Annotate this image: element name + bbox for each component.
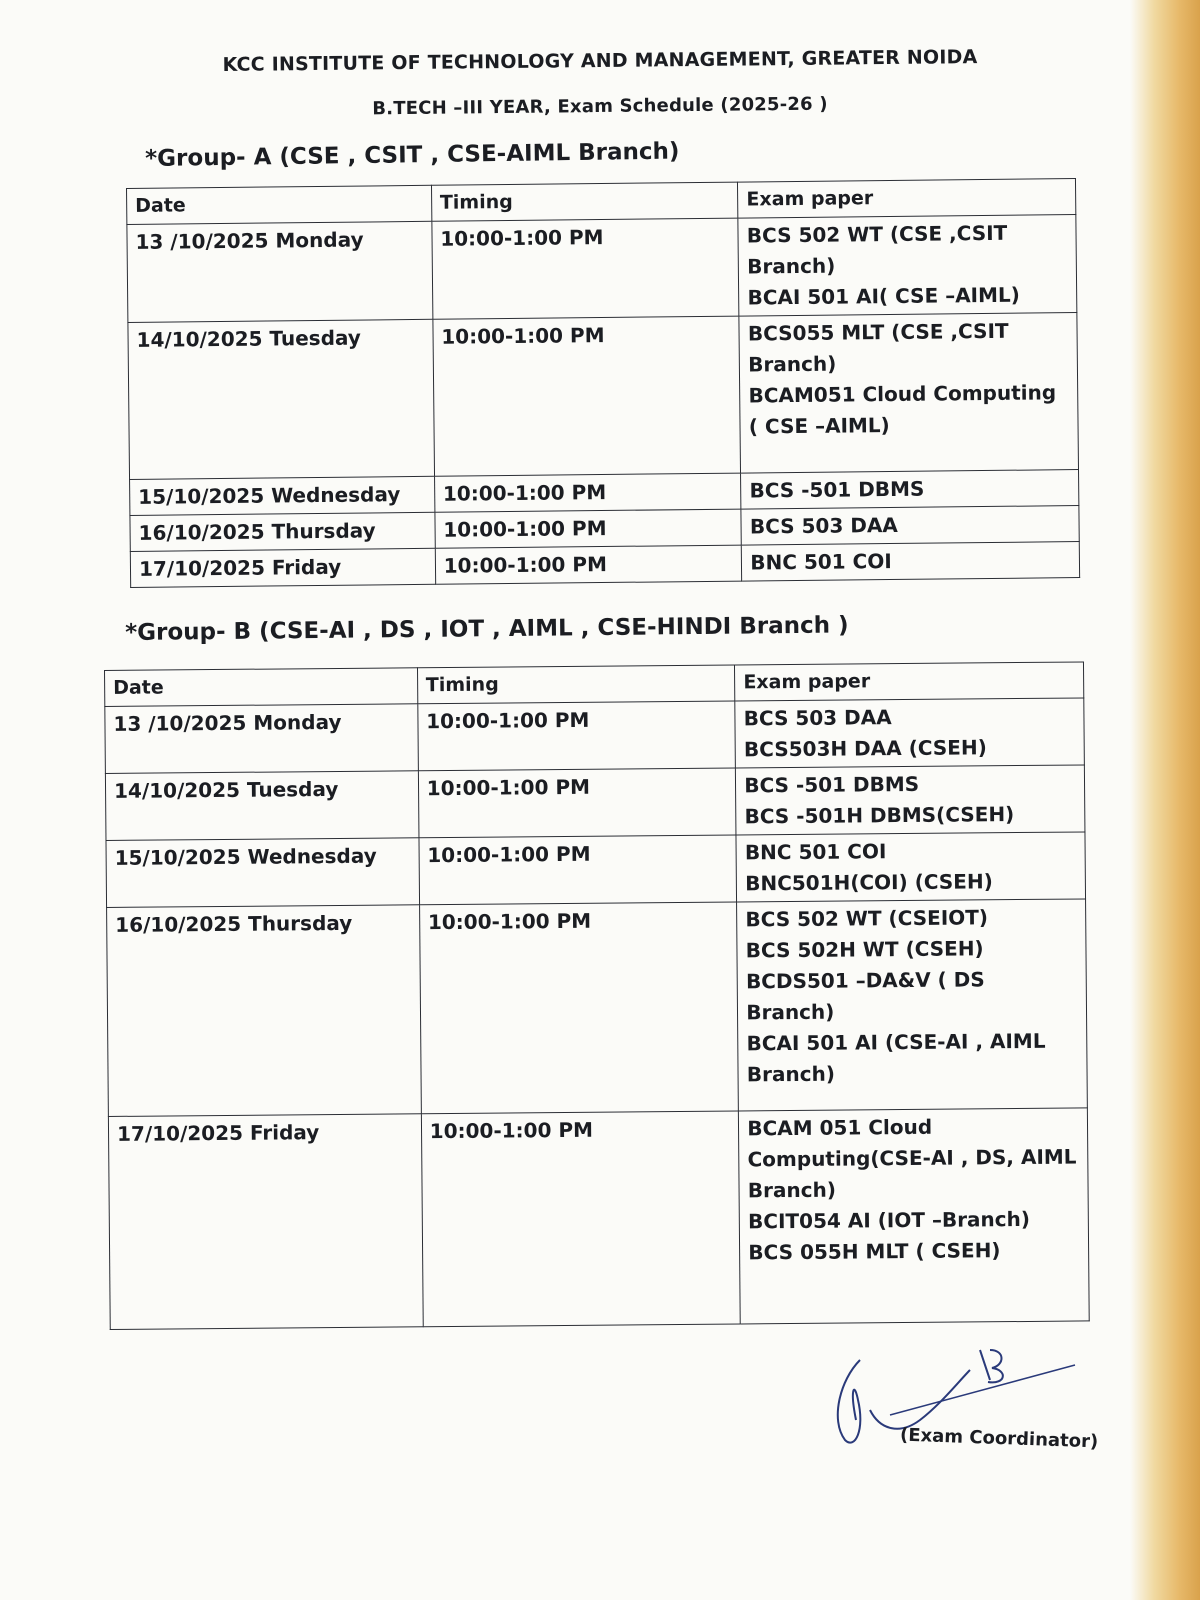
date-cell: 16/10/2025 Thursday [130,512,435,551]
date-cell: 15/10/2025 Wednesday [130,476,435,515]
table-row [128,313,1079,480]
timing-cell: 10:00-1:00 PM [418,768,736,838]
timing-cell: 10:00-1:00 PM [435,509,742,548]
timing-cell: 10:00-1:00 PM [434,473,741,512]
timing-cell: 10:00-1:00 PM [417,701,735,771]
exam-paper: BCAM 051 Cloud Computing(CSE-AI , DS, AIML Branch) [747,1114,1077,1203]
exam-paper: BCS 503 DAA [743,705,892,731]
date-cell: 13 /10/2025 Monday [127,221,433,322]
timing-cell: 10:00-1:00 PM [432,218,740,319]
group-a-table [126,178,1080,588]
column-header-exam-paper: Exam paper [735,662,1084,701]
exam-paper-cell [739,313,1078,474]
timing-cell: 10:00-1:00 PM [419,902,738,1114]
table-row [105,765,1085,841]
table-row [105,698,1085,774]
table-row [127,215,1077,323]
date-cell: 13 /10/2025 Monday [105,704,418,774]
exam-paper: BNC 501 COI [744,839,887,865]
date-cell: 17/10/2025 Friday [130,548,435,587]
exam-paper-cell [736,832,1085,902]
exam-paper: BCAM051 Cloud Computing [748,380,1057,408]
group-b-table [104,661,1090,1330]
date-cell: 14/10/2025 Tuesday [128,319,434,479]
exam-paper: BCAI 501 AI( CSE –AIML) [747,282,1020,310]
column-header-exam-paper: Exam paper [738,179,1076,219]
date-cell: 17/10/2025 Friday [108,1114,423,1330]
institute-title: KCC INSTITUTE OF TECHNOLOGY AND MANAGEMENT, GREATER NOIDA [222,46,978,76]
schedule-subtitle: B.TECH –III YEAR, Exam Schedule (2025-26 ) [372,93,828,120]
table-row [108,1108,1089,1330]
group-b-heading: *Group- B (CSE-AI , DS , IOT , AIML , CSE-HINDI Branch ) [125,612,849,646]
timing-cell: 10:00-1:00 PM [433,316,741,476]
column-header-date: Date [127,185,432,224]
group-a-heading: *Group- A (CSE , CSIT , CSE-AIML Branch) [145,138,680,172]
exam-paper: BCS 502H WT (CSEH) [745,936,984,963]
exam-paper: BCDS501 –DA&V ( DS Branch) [745,967,985,1025]
exam-paper: BCS -501H DBMS(CSEH) [744,802,1015,829]
exam-paper: BNC501H(COI) (CSEH) [745,869,993,896]
exam-paper-cell [739,1108,1090,1324]
exam-paper: BCAI 501 AI (CSE-AI , AIML Branch) [746,1028,1046,1087]
exam-paper: BCS -501 DBMS [744,771,920,798]
date-cell: 14/10/2025 Tuesday [105,771,418,841]
column-header-timing: Timing [417,665,735,704]
column-header-date: Date [105,668,418,707]
exam-paper: BCS 502 WT (CSEIOT) [745,905,989,932]
timing-cell: 10:00-1:00 PM [421,1111,740,1327]
exam-paper-cell [738,215,1077,317]
date-cell: 15/10/2025 Wednesday [106,838,419,908]
exam-paper: BCIT054 AI (IOT –Branch) [747,1206,1031,1234]
page-edge-background [1130,0,1200,1600]
timing-cell: 10:00-1:00 PM [419,835,737,905]
timing-cell: 10:00-1:00 PM [435,545,742,584]
exam-paper: BCS 502 WT (CSE ,CSIT Branch) [746,220,1008,279]
exam-paper-cell: BNC 501 COI [742,542,1080,582]
table-row [107,899,1088,1117]
signature-label: (Exam Coordinator) [899,1424,1099,1453]
exam-paper: BCS055 MLT (CSE ,CSIT Branch) [747,318,1009,377]
exam-paper-cell [736,765,1085,835]
column-header-timing: Timing [431,182,738,221]
exam-paper: ( CSE –AIML) [748,413,890,439]
date-cell: 16/10/2025 Thursday [107,905,421,1117]
exam-paper-cell [735,698,1084,768]
exam-paper-cell: BCS -501 DBMS [741,470,1079,510]
exam-paper: BCS 055H MLT ( CSEH) [748,1238,1001,1265]
exam-paper-cell: BCS 503 DAA [741,506,1079,546]
exam-paper: BCS503H DAA (CSEH) [743,735,987,762]
table-row [106,832,1086,908]
exam-paper-cell [737,899,1088,1111]
